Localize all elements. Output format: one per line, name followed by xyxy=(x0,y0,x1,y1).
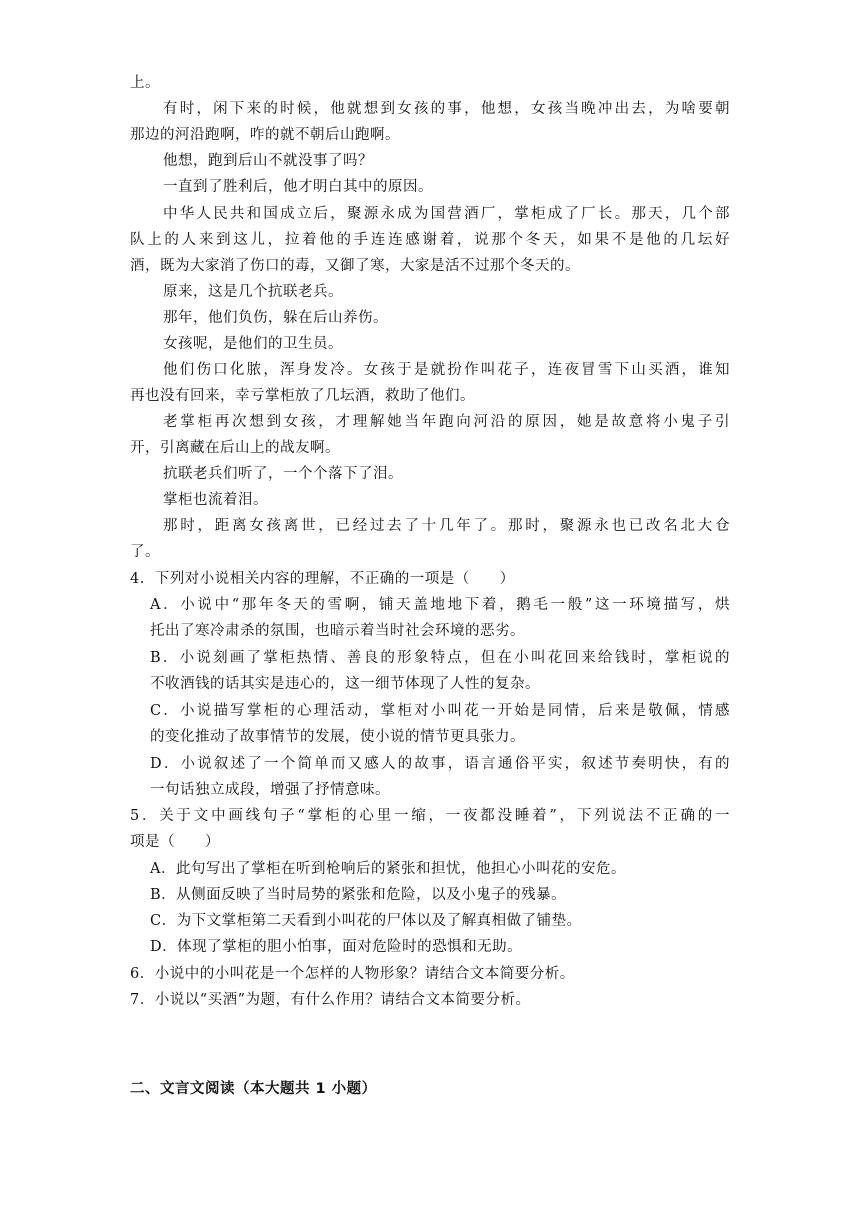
question-5-option-d: D．体现了掌柜的胆小怕事，面对危险时的恐惧和无助。 xyxy=(150,939,523,955)
question-7: 7．小说以“买酒”为题，有什么作用？请结合文本简要分析。 xyxy=(130,992,531,1008)
text-line: 开，引离藏在后山上的战友啊。 xyxy=(130,440,340,456)
question-4-option-b: B．小说刻画了掌柜热情、善良的形象特点，但在小叫花回来给钱时，掌柜说的 xyxy=(150,650,730,666)
question-4-option-c: C．小说描写掌柜的心理活动，掌柜对小叫花一开始是同情，后来是敬佩，情感 xyxy=(150,703,730,719)
text-line: 那时，距离女孩离世，已经过去了十几年了。那时，聚源永也已改名北大仓 xyxy=(163,518,730,534)
text-line: 了。 xyxy=(130,544,160,560)
question-6: 6．小说中的小叫花是一个怎样的人物形象？请结合文本简要分析。 xyxy=(130,966,575,982)
question-5-stem: 5．关于文中画线句子“掌柜的心里一缩，一夜都没睡着”，下列说法不正确的一 xyxy=(130,808,730,824)
text-line: 酒，既为大家消了伤口的毒，又御了寒，大家是活不过那个冬天的。 xyxy=(130,258,580,274)
text-line: 原来，这是几个抗联老兵。 xyxy=(163,284,343,300)
text-line: 老掌柜再次想到女孩，才理解她当年跑向河沿的原因，她是故意将小鬼子引 xyxy=(163,414,730,430)
text-line: 他们伤口化脓，浑身发冷。女孩于是就扮作叫花子，连夜冒雪下山买酒，谁知 xyxy=(163,362,730,378)
text-line: 再也没有回来，幸亏掌柜放了几坛酒，救助了他们。 xyxy=(130,388,475,404)
question-4-option-a: A．小说中“那年冬天的雪啊，铺天盖地地下着，鹅毛一般”这一环境描写，烘 xyxy=(150,597,730,613)
question-5-stem-cont: 项是（ ） xyxy=(130,834,220,850)
text-line: 中华人民共和国成立后，聚源永成为国营酒厂，掌柜成了厂长。那天，几个部 xyxy=(163,206,730,222)
text-line: 有时，闲下来的时候，他就想到女孩的事，他想，女孩当晚冲出去，为啥要朝 xyxy=(163,101,730,117)
text-line: 一直到了胜利后，他才明白其中的原因。 xyxy=(163,179,433,195)
question-4-option-b-cont: 不收酒钱的话其实是违心的，这一细节体现了人性的复杂。 xyxy=(150,676,540,692)
section-heading: 二、文言文阅读（本大题共 1 小题） xyxy=(130,1081,377,1097)
question-4-option-a-cont: 托出了寒冷肃杀的氛围，也暗示着当时社会环境的恶劣。 xyxy=(150,623,525,639)
question-4-option-d: D．小说叙述了一个简单而又感人的故事，语言通俗平实，叙述节奏明快，有的 xyxy=(150,756,730,772)
text-line: 掌柜也流着泪。 xyxy=(163,492,268,508)
question-5-option-b: B．从侧面反映了当时局势的紧张和危险，以及小鬼子的残暴。 xyxy=(150,887,567,903)
text-line: 那年，他们负伤，躲在后山养伤。 xyxy=(163,310,388,326)
question-4-option-d-cont: 一句话独立成段，增强了抒情意味。 xyxy=(150,782,390,798)
question-4-option-c-cont: 的变化推动了故事情节的发展，使小说的情节更具张力。 xyxy=(150,729,525,745)
text-line: 上。 xyxy=(130,75,160,91)
question-4-stem: 4．下列对小说相关内容的理解，不正确的一项是（ ） xyxy=(130,571,515,587)
question-5-option-a: A．此句写出了掌柜在听到枪响后的紧张和担忧，他担心小叫花的安危。 xyxy=(150,861,626,877)
text-line: 队上的人来到这儿，拉着他的手连连感谢着，说那个冬天，如果不是他的几坛好 xyxy=(130,232,730,248)
text-line: 女孩呢，是他们的卫生员。 xyxy=(163,336,343,352)
question-5-option-c: C．为下文掌柜第二天看到小叫花的尸体以及了解真相做了铺垫。 xyxy=(150,913,582,929)
text-line: 抗联老兵们听了，一个个落下了泪。 xyxy=(163,466,403,482)
text-line: 那边的河沿跑啊，咋的就不朝后山跑啊。 xyxy=(130,127,400,143)
text-line: 他想，跑到后山不就没事了吗？ xyxy=(163,153,373,169)
